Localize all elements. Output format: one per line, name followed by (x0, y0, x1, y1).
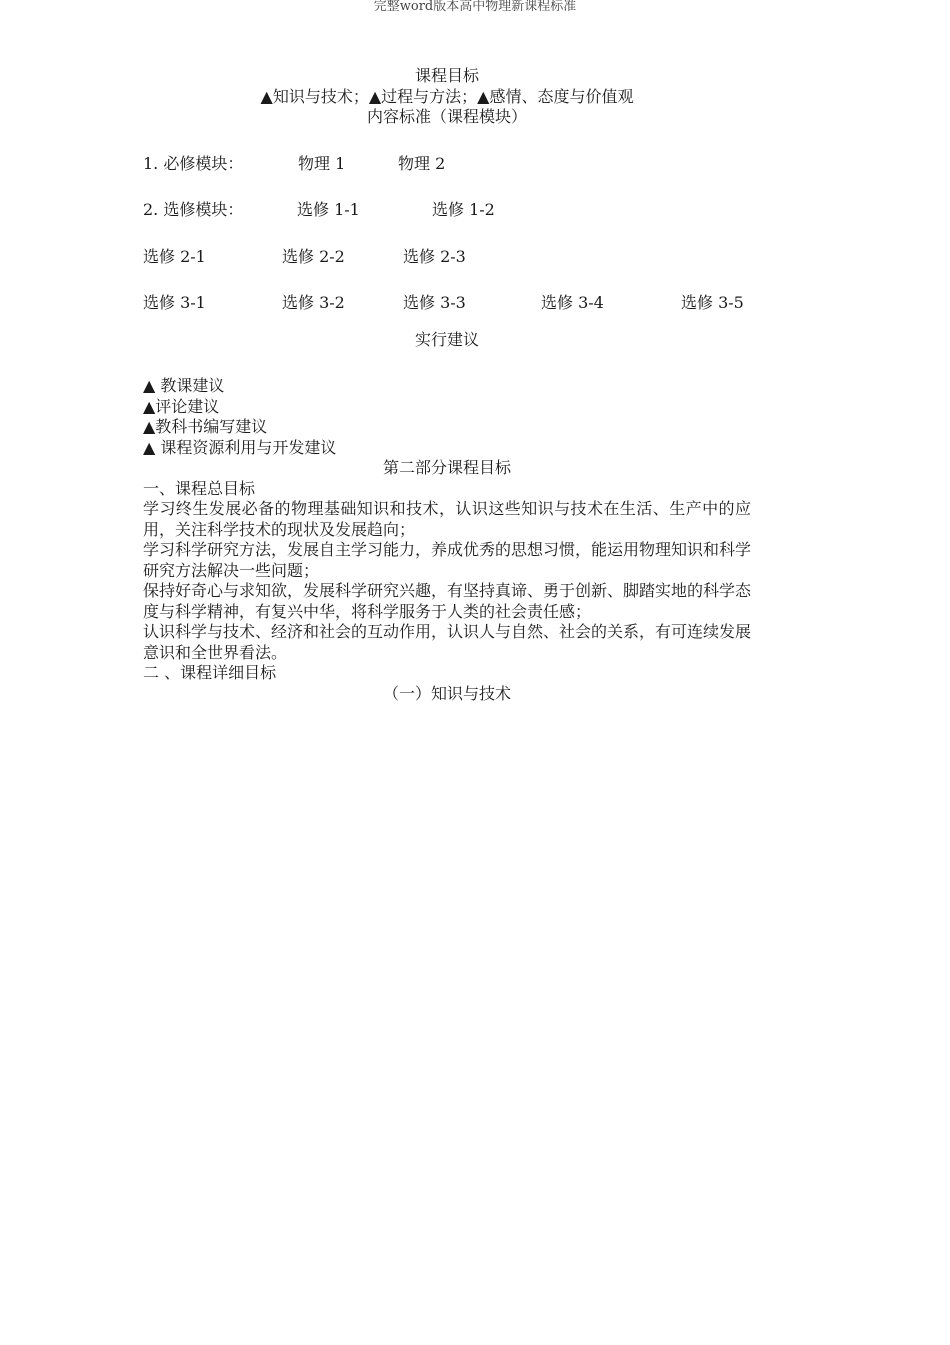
course-goals-title: 课程目标 (414, 66, 479, 85)
section1-title: 一、课程总目标 (143, 478, 256, 498)
goal-paragraph: 认识科学与技术、经济和社会的互动作用，认识人与自然、社会的关系，有可连续发展意识和全世界看法。 (143, 622, 752, 662)
module-item: 选修 1-1 (297, 200, 360, 219)
goal-paragraph: 学习科学研究方法，发展自主学习能力，养成优秀的思想习惯，能运用物理知识和科学研究方法解决一些问题； (143, 540, 752, 580)
section2-title: 二 、课程详细目标 (143, 663, 277, 682)
module-item: 选修 1-2 (432, 200, 495, 219)
required-modules-row (143, 154, 751, 175)
module-item: 选修 2-1 (143, 246, 206, 266)
implementation-item: ▲ 教课建议 (143, 376, 225, 395)
implementation-item: ▲ 课程资源利用与开发建议 (143, 437, 337, 457)
module-item: 选修 3-1 (143, 293, 206, 312)
elective-series-2-row (143, 247, 751, 268)
module-item: 选修 3-5 (681, 293, 744, 312)
elective-series-3-row (143, 293, 751, 314)
goal-paragraph: 保持好奇心与求知欲，发展科学研究兴趣，有坚持真谛、勇于创新、脚踏实地的科学态度与科学精神，有复兴中华，将科学服务于人类的社会责任感； (143, 581, 752, 621)
module-item: 选修 2-2 (282, 246, 345, 266)
content-standard-title: 内容标准（课程模块） (366, 107, 527, 126)
implementation-item: ▲评论建议 (143, 396, 220, 416)
required-modules-label: 1. 必修模块： (143, 153, 244, 173)
subsection-title: （一）知识与技术 (382, 683, 511, 703)
module-item: 选修 3-2 (282, 293, 345, 312)
module-item: 选修 3-3 (403, 293, 466, 312)
elective-modules-label: 2. 选修模块： (143, 200, 244, 219)
implementation-item: ▲教科书编写建议 (143, 417, 268, 436)
goal-paragraph: 学习终生发展必备的物理基础知识和技术，认识这些知识与技术在生活、生产中的应用，关注科学技术的现状及发展趋向； (143, 499, 751, 539)
module-item: 物理 1 (298, 153, 346, 173)
page-header: 完整word版本高中物理新课程标准 (373, 0, 577, 14)
goals-line: ▲知识与技术；▲过程与方法；▲感情、态度与价值观 (260, 86, 634, 106)
module-item: 选修 3-4 (541, 293, 604, 312)
module-item: 物理 2 (398, 153, 446, 173)
module-item: 选修 2-3 (403, 246, 466, 266)
implementation-title: 实行建议 (414, 329, 479, 349)
document-body (143, 66, 751, 704)
part2-title: 第二部分课程目标 (382, 458, 511, 477)
elective-modules-row (143, 200, 751, 221)
